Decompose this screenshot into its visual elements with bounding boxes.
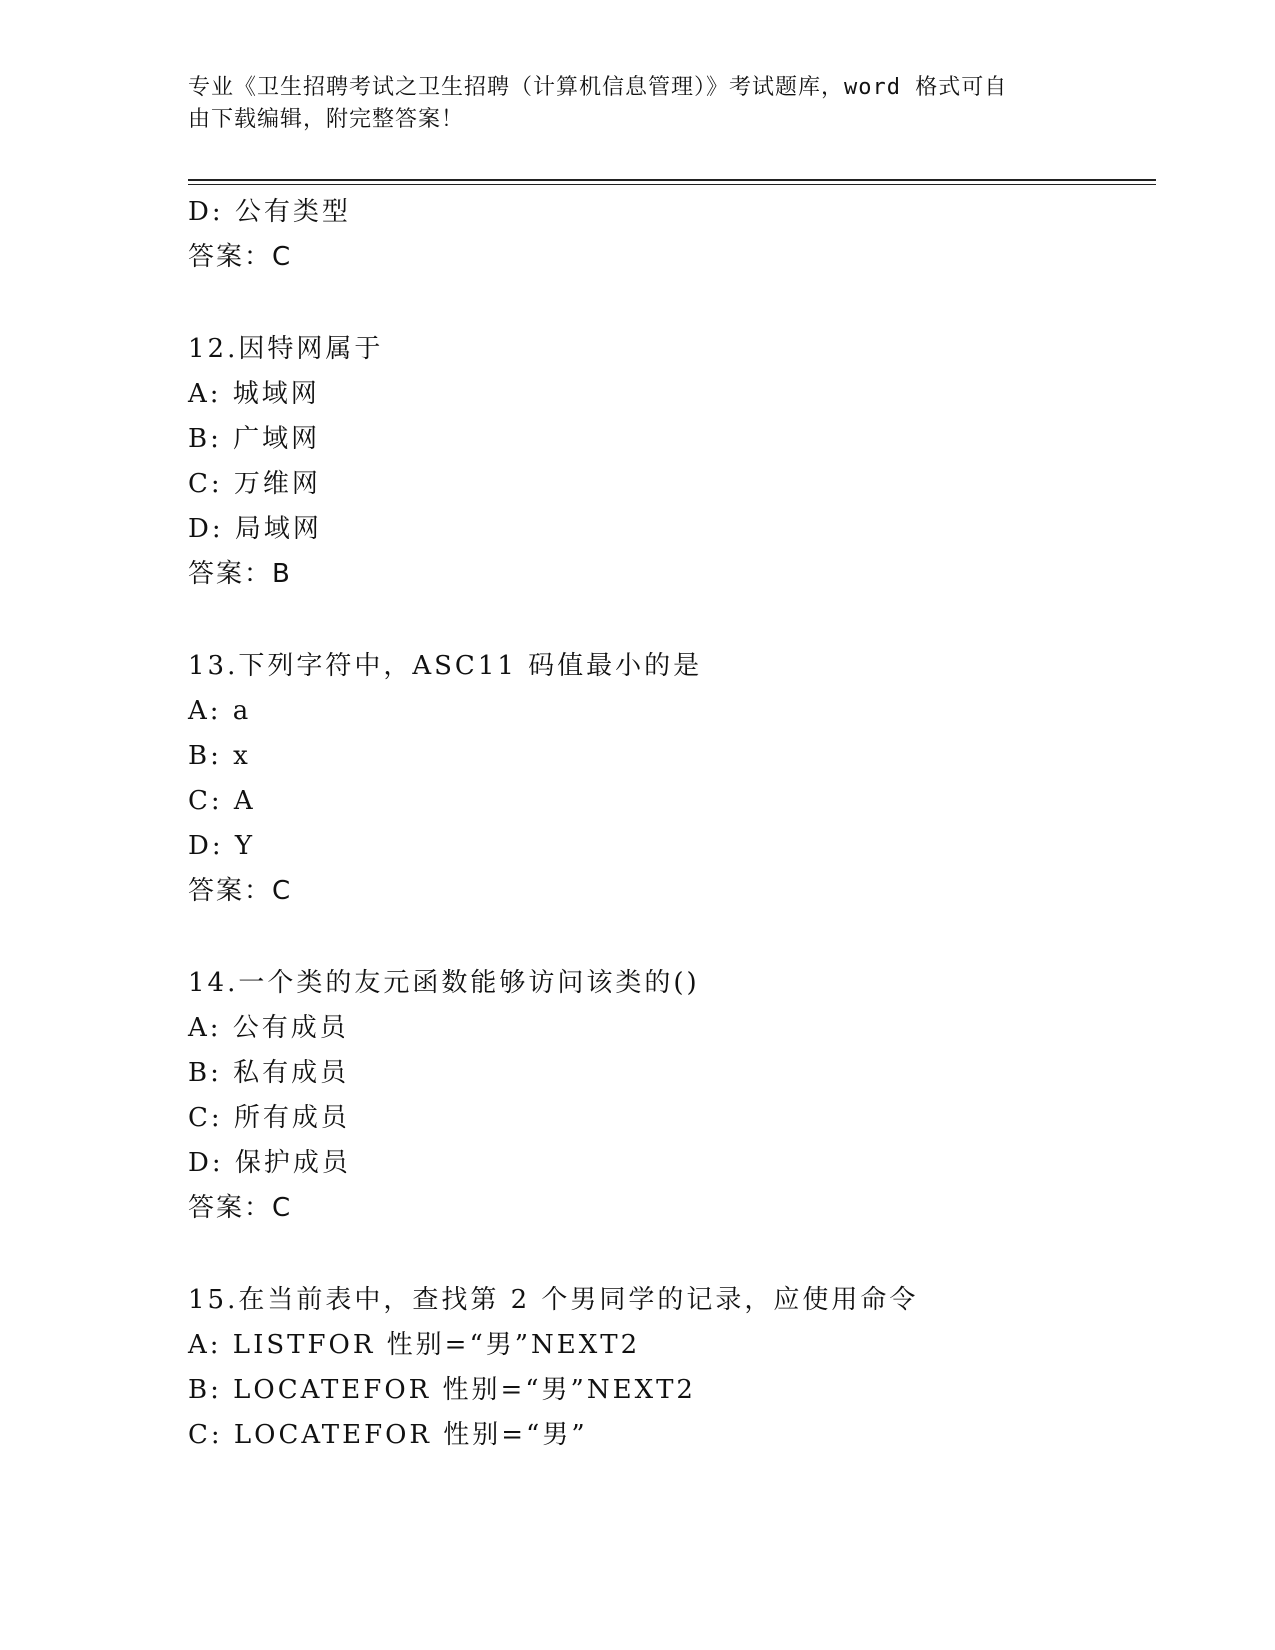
header-line-1: 专业《卫生招聘考试之卫生招聘（计算机信息管理）》考试题库，word 格式可自	[188, 75, 1008, 100]
header-divider-thin	[188, 184, 1156, 185]
option-b: B: x	[188, 741, 251, 771]
question-text: 14.一个类的友元函数能够访问该类的()	[188, 968, 700, 998]
option-c: C: A	[188, 786, 256, 816]
question-list	[188, 190, 1156, 1458]
option-d: D: 保护成员	[188, 1148, 351, 1178]
answer-line: 答案：B	[188, 559, 292, 589]
option-a: A: 城域网	[188, 379, 320, 409]
option-d: D: 公有类型	[188, 197, 351, 227]
spacer	[188, 280, 1156, 327]
option-a: A: a	[188, 696, 252, 726]
answer-line: 答案：C	[188, 242, 293, 272]
option-c: C: 万维网	[188, 469, 321, 499]
question-text: 13.下列字符中，ASC11 码值最小的是	[188, 651, 703, 681]
option-b: B: 私有成员	[188, 1058, 350, 1088]
option-a: A: LISTFOR 性别=“男”NEXT2	[188, 1330, 641, 1360]
option-c: C: LOCATEFOR 性别=“男”	[188, 1420, 588, 1450]
answer-line: 答案：C	[188, 876, 293, 906]
option-a: A: 公有成员	[188, 1013, 349, 1043]
question-text: 15.在当前表中，查找第 2 个男同学的记录，应使用命令	[188, 1285, 919, 1315]
answer-line: 答案：C	[188, 1193, 293, 1223]
header-divider-thick	[188, 179, 1156, 181]
option-d: D: Y	[188, 831, 256, 861]
spacer	[188, 914, 1156, 961]
question-text: 12.因特网属于	[188, 334, 384, 364]
option-b: B: 广域网	[188, 424, 321, 454]
option-c: C: 所有成员	[188, 1103, 350, 1133]
option-b: B: LOCATEFOR 性别=“男”NEXT2	[188, 1375, 696, 1405]
option-d: D: 局域网	[188, 514, 322, 544]
document-header	[188, 72, 1068, 136]
spacer	[188, 1231, 1156, 1278]
spacer	[188, 597, 1156, 644]
question-15	[188, 1278, 1156, 1458]
header-line-2: 由下载编辑，附完整答案！	[188, 107, 465, 132]
question-12	[188, 327, 1156, 597]
question-13	[188, 644, 1156, 914]
question-14	[188, 961, 1156, 1231]
